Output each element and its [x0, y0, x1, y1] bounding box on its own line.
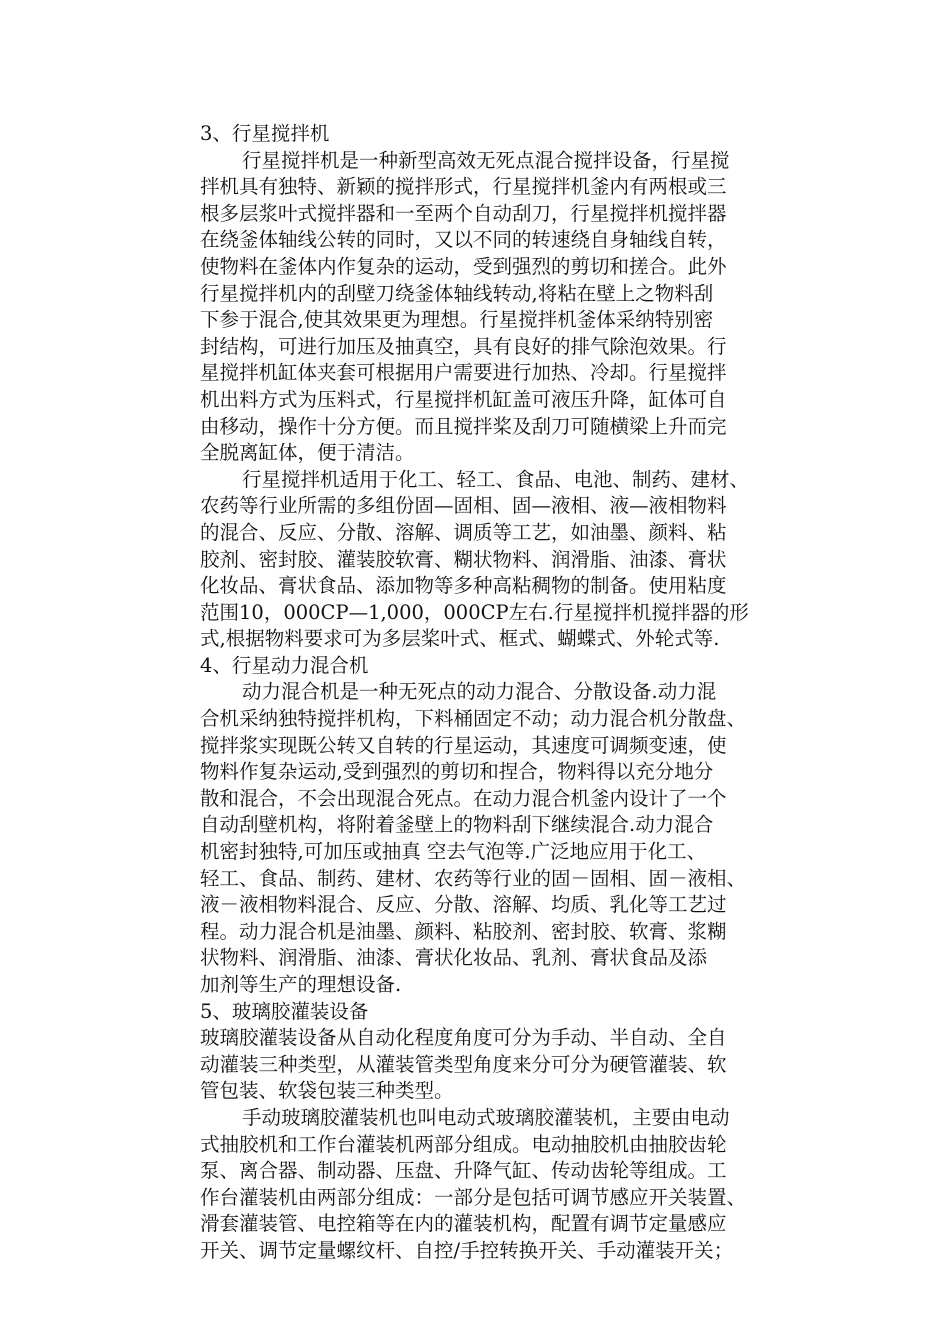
text-line: 下参于混合,使其效果更为理想。行星搅拌机釜体采纳特别密 [200, 308, 714, 332]
text-line: 玻璃胶灌装设备从自动化程度角度可分为手动、半自动、全自 [200, 1026, 727, 1050]
text-line: 根多层浆叶式搅拌器和一至两个自动刮刀，行星搅拌机搅拌器 [200, 201, 727, 225]
text-line: 开关、调节定量螺纹杆、自控/手控转换开关、手动灌装开关； [200, 1238, 734, 1262]
text-line: 加剂等生产的理想设备. [200, 973, 402, 996]
text-line: 农药等行业所需的多组份固—固相、固—液相、液—液相物料 [200, 494, 727, 518]
text-line: 在绕釜体轴线公转的同时，又以不同的转速绕自身轴线自转， [200, 228, 727, 252]
text-line: 动力混合机是一种无死点的动力混合、分散设备.动力混 [242, 680, 717, 704]
text-line: 物料作复杂运动,受到强烈的剪切和捏合，物料得以充分地分 [200, 760, 714, 784]
text-line: 滑套灌装管、电控箱等在内的灌装机构，配置有调节定量感应 [200, 1212, 727, 1236]
text-line: 机密封独特,可加压或抽真 空去气泡等.广泛地应用于化工、 [200, 840, 707, 864]
document-body [200, 121, 820, 1265]
paragraph [200, 1025, 820, 1105]
text-line: 行星搅拌机内的刮壁刀绕釜体轴线转动,将粘在壁上之物料刮 [200, 281, 714, 305]
text-line: 行星搅拌机适用于化工、轻工、食品、电池、制药、建材、 [242, 467, 750, 491]
paragraph [200, 679, 820, 998]
text-line: 范围10，000CP—1,000，000CP左右.行星搅拌机搅拌器的形 [200, 600, 749, 624]
text-line: 作台灌装机由两部分组成：一部分是包括可调节感应开关装置、 [200, 1185, 747, 1209]
text-line: 由移动，操作十分方便。而且搅拌桨及刮刀可随横梁上升而完 [200, 414, 727, 438]
text-line: 自动刮壁机构，将附着釜壁上的物料刮下继续混合.动力混合 [200, 813, 714, 837]
text-line: 封结构，可进行加压及抽真空，具有良好的排气除泡效果。行 [200, 334, 727, 358]
text-line: 泵、离合器、制动器、压盘、升降气缸、传动齿轮等组成。工 [200, 1159, 727, 1183]
text-line: 散和混合，不会出现混合死点。在动力混合机釜内设计了一个 [200, 786, 727, 810]
text-line: 轻工、食品、制药、建材、农药等行业的固－固相、固－液相、 [200, 866, 747, 890]
text-line: 机出料方式为压料式，行星搅拌机缸盖可液压升降，缸体可自 [200, 387, 727, 411]
text-line: 行星搅拌机是一种新型高效无死点混合搅拌设备，行星搅 [242, 148, 730, 172]
text-line: 状物料、润滑脂、油漆、膏状化妆品、乳剂、膏状食品及添 [200, 946, 708, 970]
text-line: 动灌装三种类型，从灌装管类型角度来分可分为硬管灌装、软 [200, 1052, 727, 1076]
text-line: 化妆品、膏状食品、添加物等多种高粘稠物的制备。使用粘度 [200, 574, 727, 598]
paragraph [200, 467, 820, 653]
text-line: 胶剂、密封胶、灌装胶软膏、糊状物料、润滑脂、油漆、膏状 [200, 547, 727, 571]
text-line: 全脱离缸体，便于清洁。 [200, 441, 415, 465]
paragraph [200, 148, 820, 467]
section-heading: 3、行星搅拌机 [200, 122, 330, 145]
text-line: 拌机具有独特、新颖的搅拌形式，行星搅拌机釜内有两根或三 [200, 175, 727, 199]
text-line: 程。动力混合机是油墨、颜料、粘胶剂、密封胶、软膏、浆糊 [200, 919, 727, 943]
text-line: 使物料在釜体内作复杂的运动，受到强烈的剪切和搓合。此外 [200, 254, 727, 278]
text-line: 式,根据物料要求可为多层桨叶式、框式、蝴蝶式、外轮式等. [200, 627, 720, 651]
text-line: 式抽胶机和工作台灌装机两部分组成。电动抽胶机由抽胶齿轮 [200, 1132, 727, 1156]
paragraph [200, 1105, 820, 1265]
text-line: 液－液相物料混合、反应、分散、溶解、均质、乳化等工艺过 [200, 893, 727, 917]
text-line: 星搅拌机缸体夹套可根据用户需要进行加热、冷却。行星搅拌 [200, 361, 727, 385]
text-line: 的混合、反应、分散、溶解、调质等工艺，如油墨、颜料、粘 [200, 520, 727, 544]
text-line: 手动玻璃胶灌装机也叫电动式玻璃胶灌装机，主要由电动 [242, 1105, 730, 1129]
text-line: 搅拌浆实现既公转又自转的行星运动，其速度可调频变速，使 [200, 733, 727, 757]
text-line: 管包装、软袋包装三种类型。 [200, 1079, 454, 1103]
section-heading: 5、玻璃胶灌装设备 [200, 999, 369, 1023]
section-heading: 4、行星动力混合机 [200, 653, 369, 677]
text-line: 合机采纳独特搅拌机构，下料桶固定不动；动力混合机分散盘、 [200, 707, 747, 731]
